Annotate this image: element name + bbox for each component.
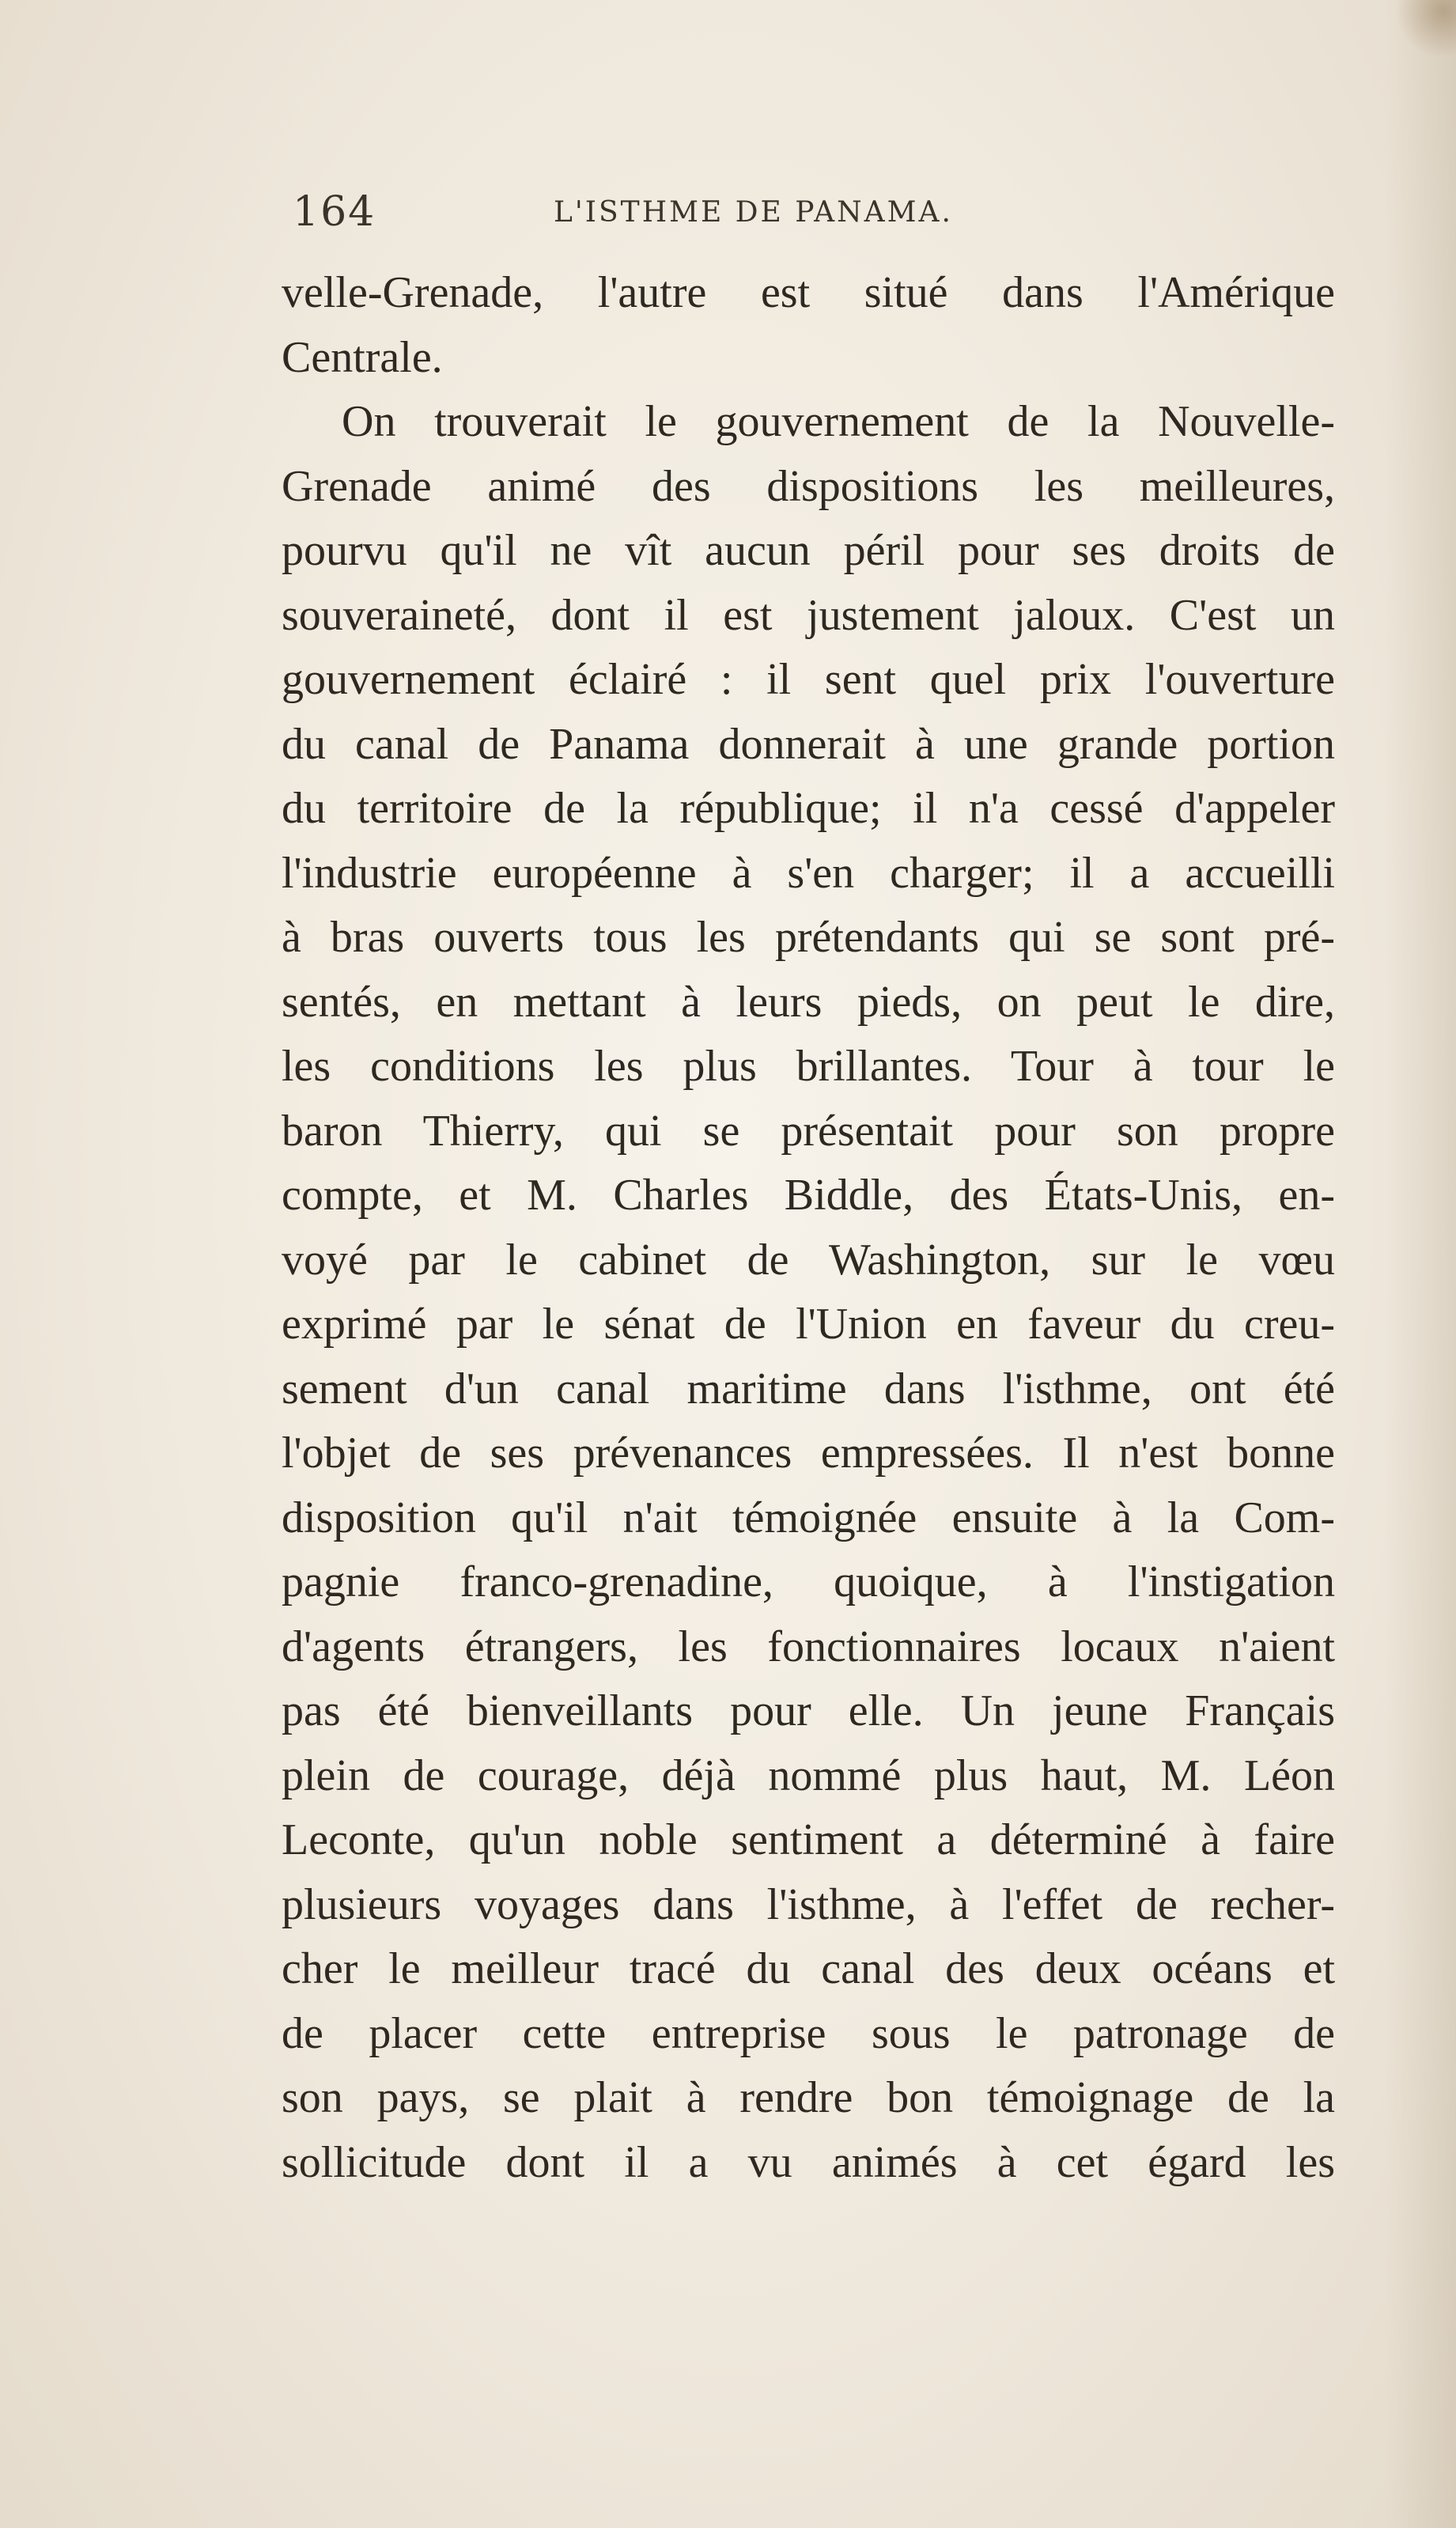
text-line: sentés, en mettant à leurs pieds, on peut le dire, xyxy=(282,977,1335,1027)
text-line: les conditions les plus brillantes. Tour à tour le xyxy=(282,1042,1335,1091)
text-line: voyé par le cabinet de Washington, sur le vœu xyxy=(282,1235,1335,1285)
page-edge-shadow xyxy=(1385,0,1456,2528)
page-header xyxy=(293,188,1337,244)
text-line: pourvu qu'il ne vît aucun péril pour ses droits de xyxy=(282,526,1335,575)
text-line: à bras ouverts tous les prétendants qui se sont pré- xyxy=(282,913,1335,962)
text-line: son pays, se plait à rendre bon témoignage de la xyxy=(282,2073,1335,2122)
text-line: l'industrie européenne à s'en charger; il a accueilli xyxy=(282,848,1335,898)
text-line: Leconte, qu'un noble sentiment a déterminé à faire xyxy=(282,1815,1335,1864)
text-line: On trouverait le gouvernement de la Nouvelle- xyxy=(342,397,1335,446)
text-line: souveraineté, dont il est justement jaloux. C'est un xyxy=(282,590,1335,640)
text-line: l'objet de ses prévenances empressées. Il n'est bonne xyxy=(282,1429,1335,1478)
text-line: d'agents étrangers, les fonctionnaires locaux n'aient xyxy=(282,1622,1335,1671)
text-line: baron Thierry, qui se présentait pour son propre xyxy=(282,1106,1335,1156)
page-number: 164 xyxy=(293,188,376,236)
text-line: compte, et M. Charles Biddle, des États-Unis, en- xyxy=(282,1171,1335,1220)
text-line: sement d'un canal maritime dans l'isthme, ont été xyxy=(282,1364,1335,1413)
text-line: du canal de Panama donnerait à une grande portion xyxy=(282,719,1335,769)
text-line: plein de courage, déjà nommé plus haut, M. Léon xyxy=(282,1750,1335,1800)
text-line: velle-Grenade, l'autre est situé dans l'Amérique xyxy=(282,268,1335,317)
foxing-stain xyxy=(1393,0,1456,55)
text-line: Centrale. xyxy=(282,332,443,382)
text-line: cher le meilleur tracé du canal des deux océans et xyxy=(282,1944,1335,1993)
text-line: sollicitude dont il a vu animés à cet égard les xyxy=(282,2137,1335,2187)
running-title: L'ISTHME DE PANAMA. xyxy=(554,196,953,229)
text-line: gouvernement éclairé : il sent quel prix l'ouverture xyxy=(282,655,1335,704)
text-line: Grenade animé des dispositions les meilleures, xyxy=(282,461,1335,511)
text-line: pagnie franco-grenadine, quoique, à l'instigation xyxy=(282,1557,1335,1606)
text-line: de placer cette entreprise sous le patronage de xyxy=(282,2008,1335,2058)
text-line: disposition qu'il n'ait témoignée ensuite à la Com- xyxy=(282,1493,1335,1542)
text-line: exprimé par le sénat de l'Union en faveur du creu- xyxy=(282,1300,1335,1349)
body-text xyxy=(282,261,1335,2195)
text-line: pas été bienveillants pour elle. Un jeune Français xyxy=(282,1686,1335,1735)
text-line: plusieurs voyages dans l'isthme, à l'effet de recher- xyxy=(282,1879,1335,1929)
text-line: du territoire de la république; il n'a cessé d'appeler xyxy=(282,784,1335,833)
